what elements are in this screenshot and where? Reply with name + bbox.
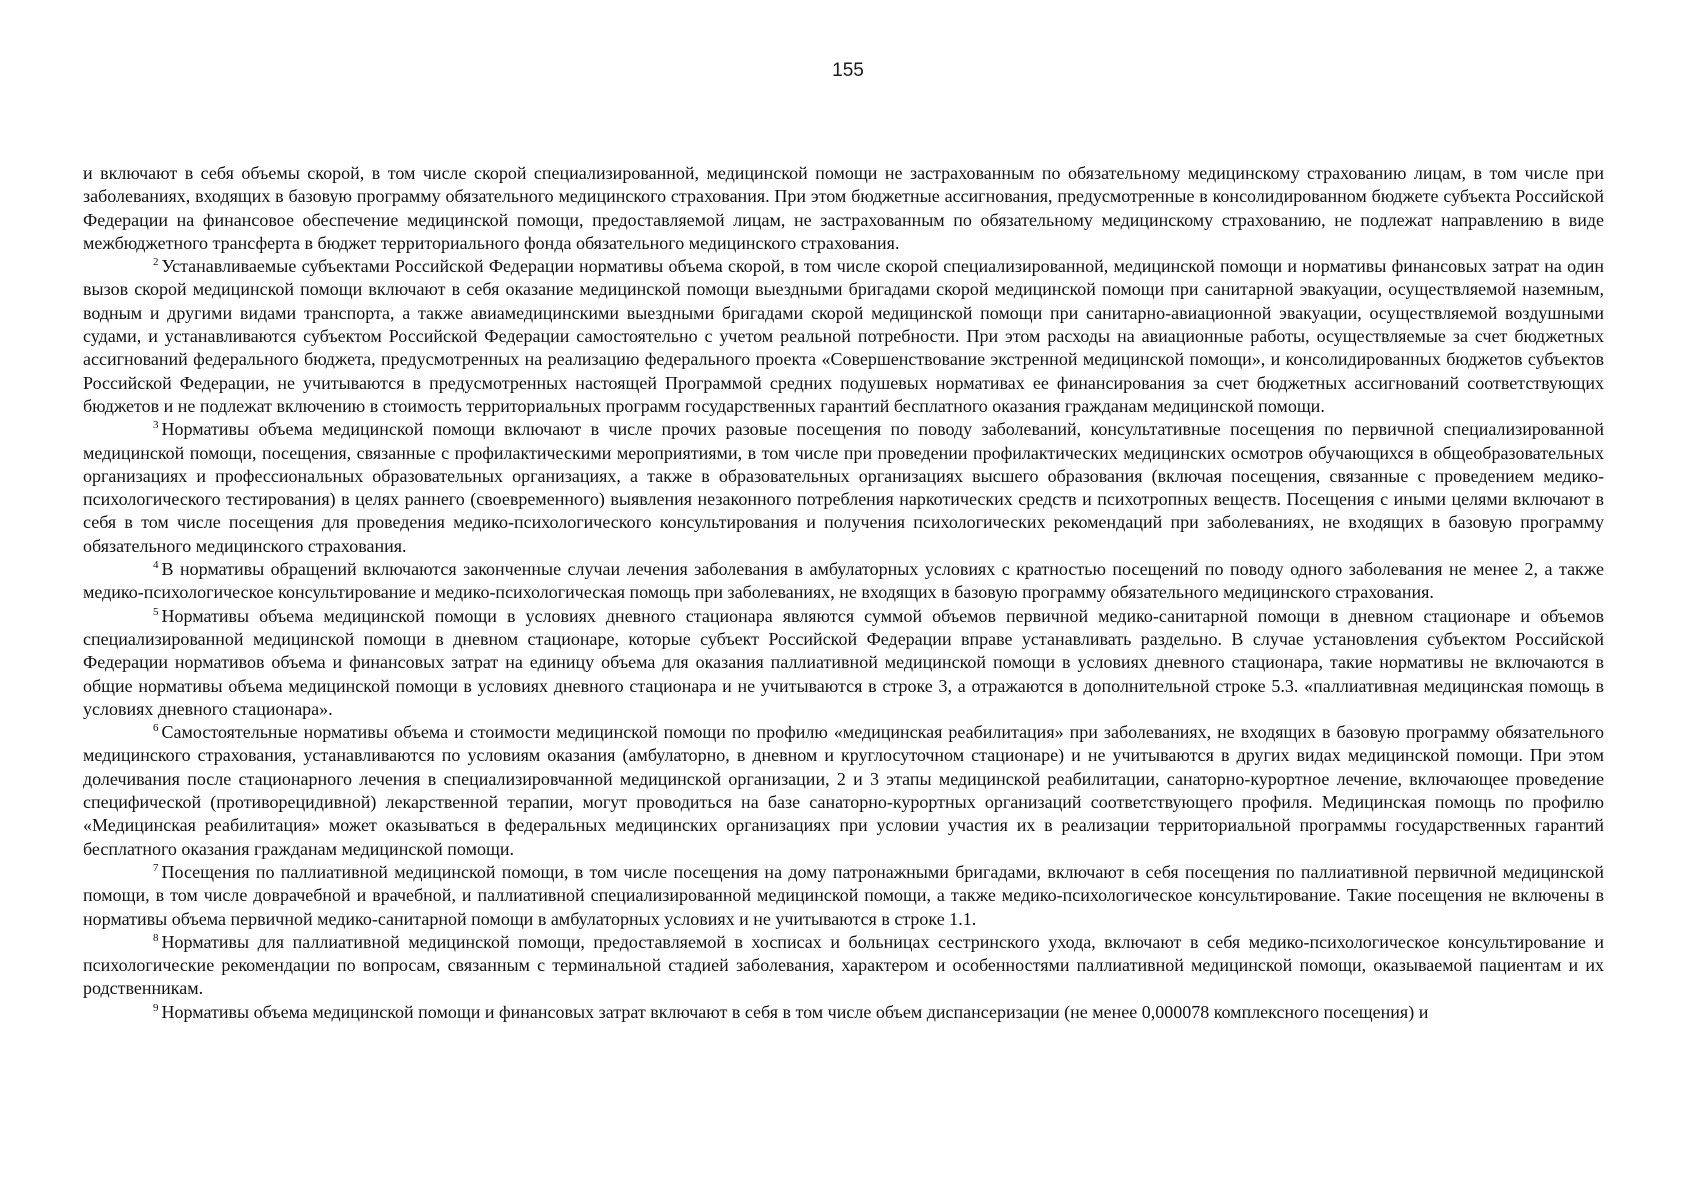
footnote-8 (83, 931, 1604, 1001)
page-number: 155 (832, 60, 864, 81)
footnote-text: В нормативы обращений включаются законченные случаи лечения заболевания в амбулаторных условиях с кратностью посещений по поводу одного заболевания не менее 2, а также медико-психологическое консультирование и медико-психологическая помощь при заболеваниях, не входящих в базовую программу обязательного медицинского страхования. (83, 559, 1604, 603)
footnote-marker: 5 (153, 605, 159, 618)
footnote-text: Нормативы объема медицинской помощи включают в числе прочих разовые посещения по поводу заболеваний, консультативные посещения по первичной специализированной медицинской помощи, посещения, связанные с профилактическими мероприятиями, в том числе при проведении профилактических медицинских осмотров обучающихся в общеобразовательных организациях и профессиональных образовательных организациях, а также в образовательных организациях высшего образования (включая посещения, связанные с проведением медико-психологического тестирования) в целях раннего (своевременного) выявления незаконного потребления наркотических средств и психотропных веществ. Посещения с иными целями включают в себя в том числе посещения для проведения медико-психологического консультирования и получения психологических рекомендаций при заболеваниях, не входящих в базовую программу обязательного медицинского страхования. (83, 419, 1604, 556)
paragraph-text: и включают в себя объемы скорой, в том числе скорой специализированной, медицинской помощи не застрахованным по обязательному медицинскому страхованию лицам, в том числе при заболеваниях, входящих в базовую программу обязательного медицинского страхования. При этом бюджетные ассигнования, предусмотренные в консолидированном бюджете субъекта Российской Федерации на финансовое обеспечение медицинской помощи, предоставляемой лицам, не застрахованным по обязательному медицинскому страхованию, не подлежат направлению в виде межбюджетного трансферта в бюджет территориального фонда обязательного медицинского страхования. (83, 163, 1604, 253)
footnote-marker: 9 (153, 1001, 159, 1014)
document-body (83, 162, 1604, 1024)
footnote-6 (83, 721, 1604, 861)
footnote-marker: 4 (153, 559, 159, 572)
footnote-3 (83, 418, 1604, 558)
footnote-marker: 7 (153, 861, 159, 874)
footnote-text: Нормативы объема медицинской помощи и финансовых затрат включают в себя в том числе объем диспансеризации (не менее 0,000078 комплексного посещения) и (161, 1001, 1429, 1022)
footnote-text: Нормативы объема медицинской помощи в условиях дневного стационара являются суммой объемов первичной медико-санитарной помощи в дневном стационаре и объемов специализированной медицинской помощи в дневном стационаре, которые субъект Российской Федерации вправе устанавливать раздельно. В случае установления субъектом Российской Федерации нормативов объема и финансовых затрат на единицу объема для оказания паллиативной медицинской помощи в условиях дневного стационара, такие нормативы не включаются в общие нормативы объема медицинской помощи в условиях дневного стационара и не учитываются в строке 3, а отражаются в дополнительной строке 5.3. «паллиативная медицинская помощь в условиях дневного стационара». (83, 605, 1604, 719)
footnote-marker: 8 (153, 931, 159, 944)
footnote-marker: 3 (153, 419, 159, 432)
footnote-9 (83, 1001, 1604, 1024)
footnote-text: Устанавливаемые субъектами Российской Федерации нормативы объема скорой, в том числе скорой специализированной, медицинской помощи и нормативы финансовых затрат на один вызов скорой медицинской помощи включают в себя оказание медицинской помощи выездными бригадами скорой медицинской помощи при санитарной эвакуации, осуществляемой наземным, водным и другими видами транспорта, а также авиамедицинскими выездными бригадами скорой медицинской помощи при санитарно-авиационной эвакуации, осуществляемой воздушными судами, и устанавливаются субъектом Российской Федерации самостоятельно с учетом реальной потребности. При этом расходы на авиационные работы, осуществляемые за счет бюджетных ассигнований федерального бюджета, предусмотренных на реализацию федерального проекта «Совершенствование экстренной медицинской помощи», и консолидированных бюджетов субъектов Российской Федерации, не учитываются в предусмотренных настоящей Программой средних подушевых нормативах ее финансирования за счет бюджетных ассигнований соответствующих бюджетов и не подлежат включению в стоимость территориальных программ государственных гарантий бесплатного оказания гражданам медицинской помощи. (83, 256, 1604, 416)
footnote-marker: 2 (153, 256, 159, 269)
footnote-marker: 6 (153, 722, 159, 735)
footnote-text: Самостоятельные нормативы объема и стоимости медицинской помощи по профилю «медицинская реабилитация» при заболеваниях, не входящих в базовую программу обязательного медицинского страхования, устанавливаются по условиям оказания (амбулаторно, в дневном и круглосуточном стационаре) и не учитываются в других видах медицинской помощи. При этом долечивания после стационарного лечения в специализировчанной медицинской организации, 2 и 3 этапы медицинской реабилитации, санаторно-курортное лечение, включающее проведение специфической (противорецидивной) лекарственной терапии, могут проводиться на базе санаторно-курортных организаций соответствующего профиля. Медицинская помощь по профилю «Медицинская реабилитация» может оказываться в федеральных медицинских организациях при условии участия их в реализации территориальной программы государственных гарантий бесплатного оказания гражданам медицинской помощи. (83, 722, 1604, 859)
footnote-2 (83, 255, 1604, 418)
footnote-text: Посещения по паллиативной медицинской помощи, в том числе посещения на дому патронажными бригадами, включают в себя посещения по паллиативной первичной медицинской помощи, в том числе доврачебной и врачебной, и паллиативной специализированной медицинской помощи, а также медико-психологическое консультирование. Такие посещения не включены в нормативы объема первичной медико-санитарной помощи в амбулаторных условиях и не учитываются в строке 1.1. (83, 861, 1604, 929)
footnote-4 (83, 558, 1604, 605)
footnote-5 (83, 605, 1604, 721)
paragraph-continuation (83, 162, 1604, 255)
footnote-7 (83, 861, 1604, 931)
footnote-text: Нормативы для паллиативной медицинской помощи, предоставляемой в хосписах и больницах сестринского ухода, включают в себя медико-психологическое консультирование и психологические рекомендации по вопросам, связанным с терминальной стадией заболевания, характером и особенностями паллиативной медицинской помощи, оказываемой пациентам и их родственникам. (83, 931, 1604, 999)
